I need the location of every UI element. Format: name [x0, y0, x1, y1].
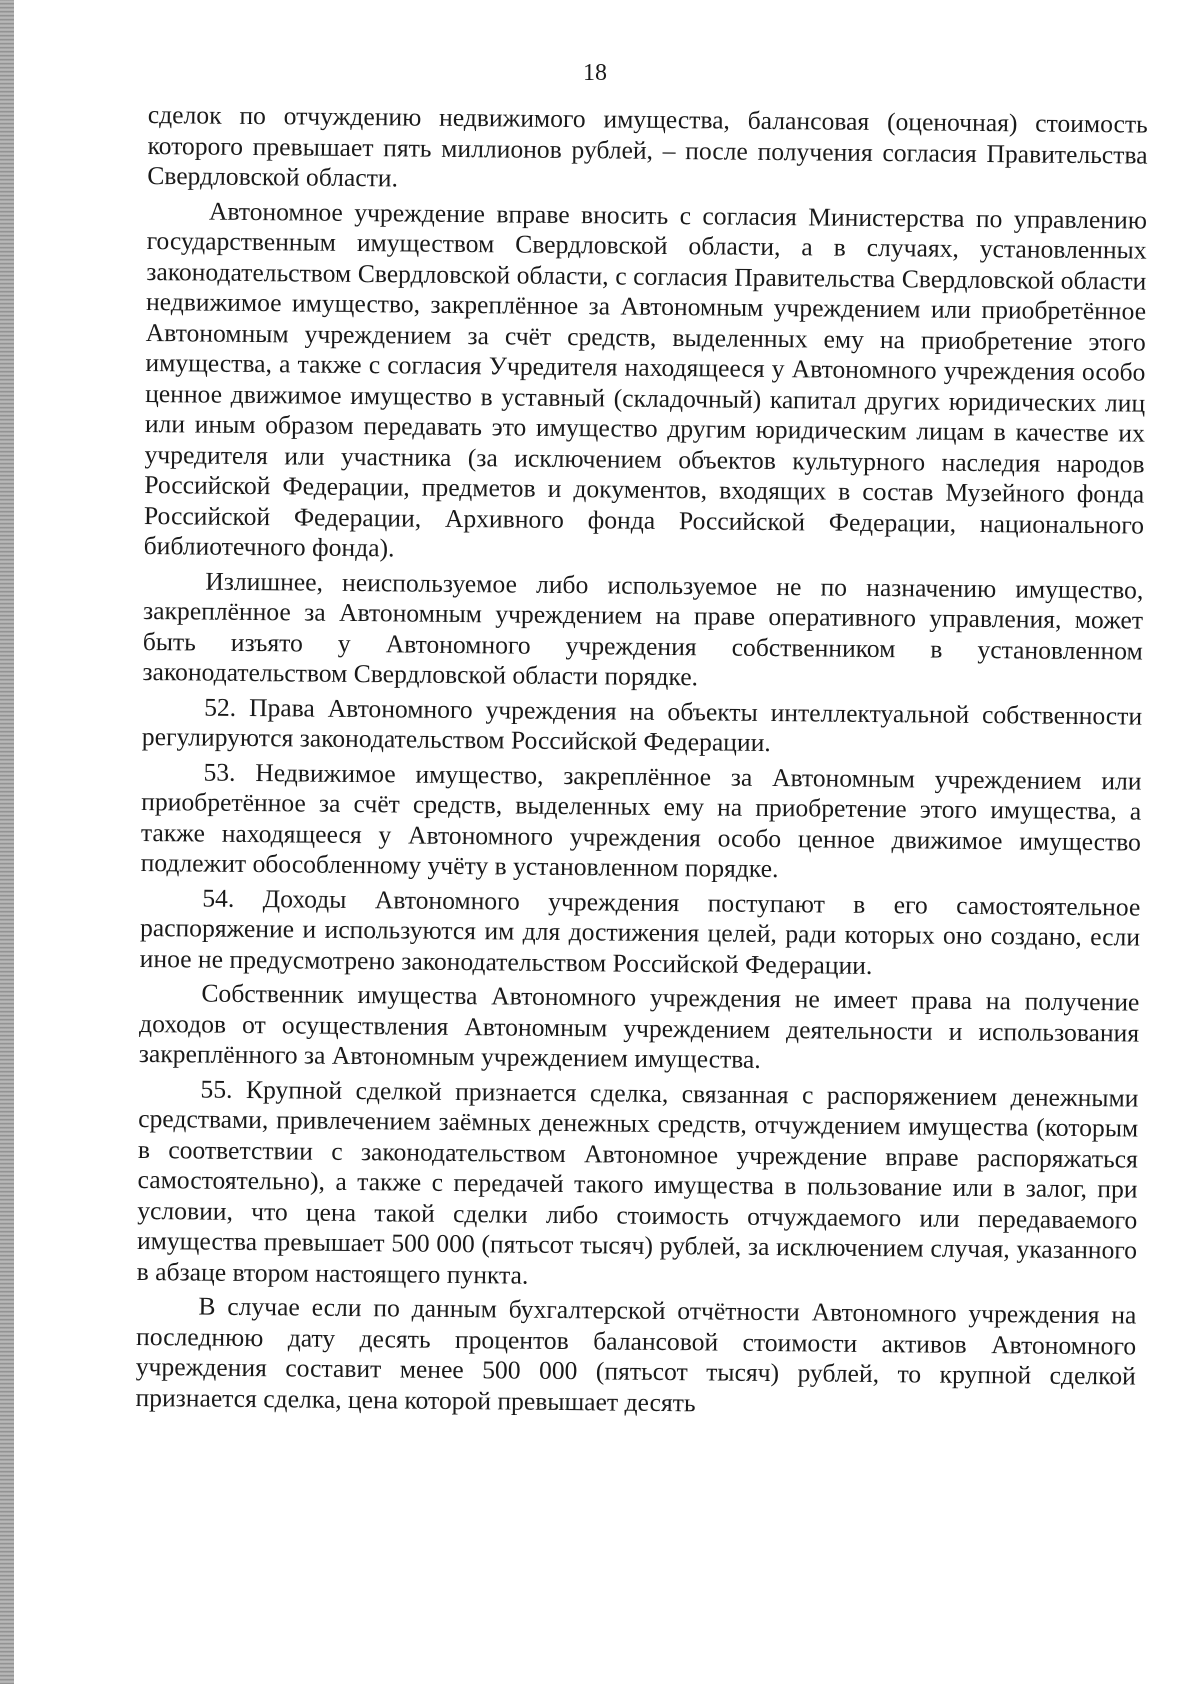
- paragraph-clause-55: 55. Крупной сделкой признается сделка, связанная с распоряжением денежными средствами, привлечением заёмных денежных средств, отчуждением имущества (которым в соответствии с законодательством Автономное учреждение вправе распоряжаться самостоятельно), а также с передачей такого имущества в пользование или в залог, при условии, что цена такой сделки либо стоимость отчуждаемого или передаваемого имущества превышает 500 000 (пятьсот тысяч) рублей, за исключением случая, указанного в абзаце втором настоящего пункта.: [136, 1074, 1139, 1290]
- paragraph: В случае если по данным бухгалтерской отчётности Автономного учреждения на последнюю дату десять процентов балансовой стоимости активов Автономного учреждения составит менее 500 000 (пятьсот тысяч) рублей, то крупной сделкой признается сделка, цена которой превышает десять: [135, 1291, 1137, 1417]
- paragraph: сделок по отчуждению недвижимого имущества, балансовая (оценочная) стоимость которого превышает пять миллионов рублей, – после получения согласия Правительства Свердловской области.: [147, 100, 1148, 193]
- paragraph: Автономное учреждение вправе вносить с согласия Министерства по управлению государственным имуществом Свердловской области, а в случаях, установленных законодательством Свердловской области, с согласия Правительства Свердловской области недвижимое имущество, закреплённое за Автономным учреждением или приобретённое Автономным учреждением за счёт средств, выделенных ему на приобретение этого имущества, а также с согласия Учредителя находящееся у Автономного учреждения особо ценное движимое имущество в уставный (складочный) капитал других юридических лиц или иным образом передавать это имущество другим юридическим лицам в качестве их учредителя или участника (за исключением объектов культурного наследия народов Российской Федерации, предметов и документов, входящих в состав Музейного фонда Российской Федерации, Архивного фонда Российской Федерации, национального библиотечного фонда).: [143, 196, 1148, 563]
- document-body: [135, 100, 1148, 1427]
- scan-edge-artifact: [0, 0, 14, 1684]
- paragraph-clause-54: 54. Доходы Автономного учреждения поступают в его самостоятельное распоряжение и используются им для достижения целей, ради которых оно создано, если иное не предусмотрено законодательством Российской Федерации.: [139, 883, 1141, 980]
- paragraph-clause-52: 52. Права Автономного учреждения на объекты интеллектуальной собственности регулируются законодательством Российской Федерации.: [141, 692, 1143, 758]
- page-number: 18: [583, 60, 607, 86]
- paragraph: Собственник имущества Автономного учреждения не имеет права на получение доходов от осуществления Автономным учреждением деятельности и использования закреплённого за Автономным учреждением имущества.: [138, 978, 1140, 1074]
- paragraph-clause-53: 53. Недвижимое имущество, закреплённое за Автономным учреждением или приобретённое за счёт средств, выделенных ему на приобретение этого имущества, а также находящееся у Автономного учреждения особо ценное движимое имущество подлежит обособленному учёту в установленном порядке.: [140, 757, 1142, 884]
- paragraph: Излишнее, неиспользуемое либо используемое не по назначению имущество, закреплённое за Автономным учреждением на праве оперативного управления, может быть изъято у Автономного учреждения собственником в установленном законодательством Свердловской области порядке.: [142, 566, 1144, 692]
